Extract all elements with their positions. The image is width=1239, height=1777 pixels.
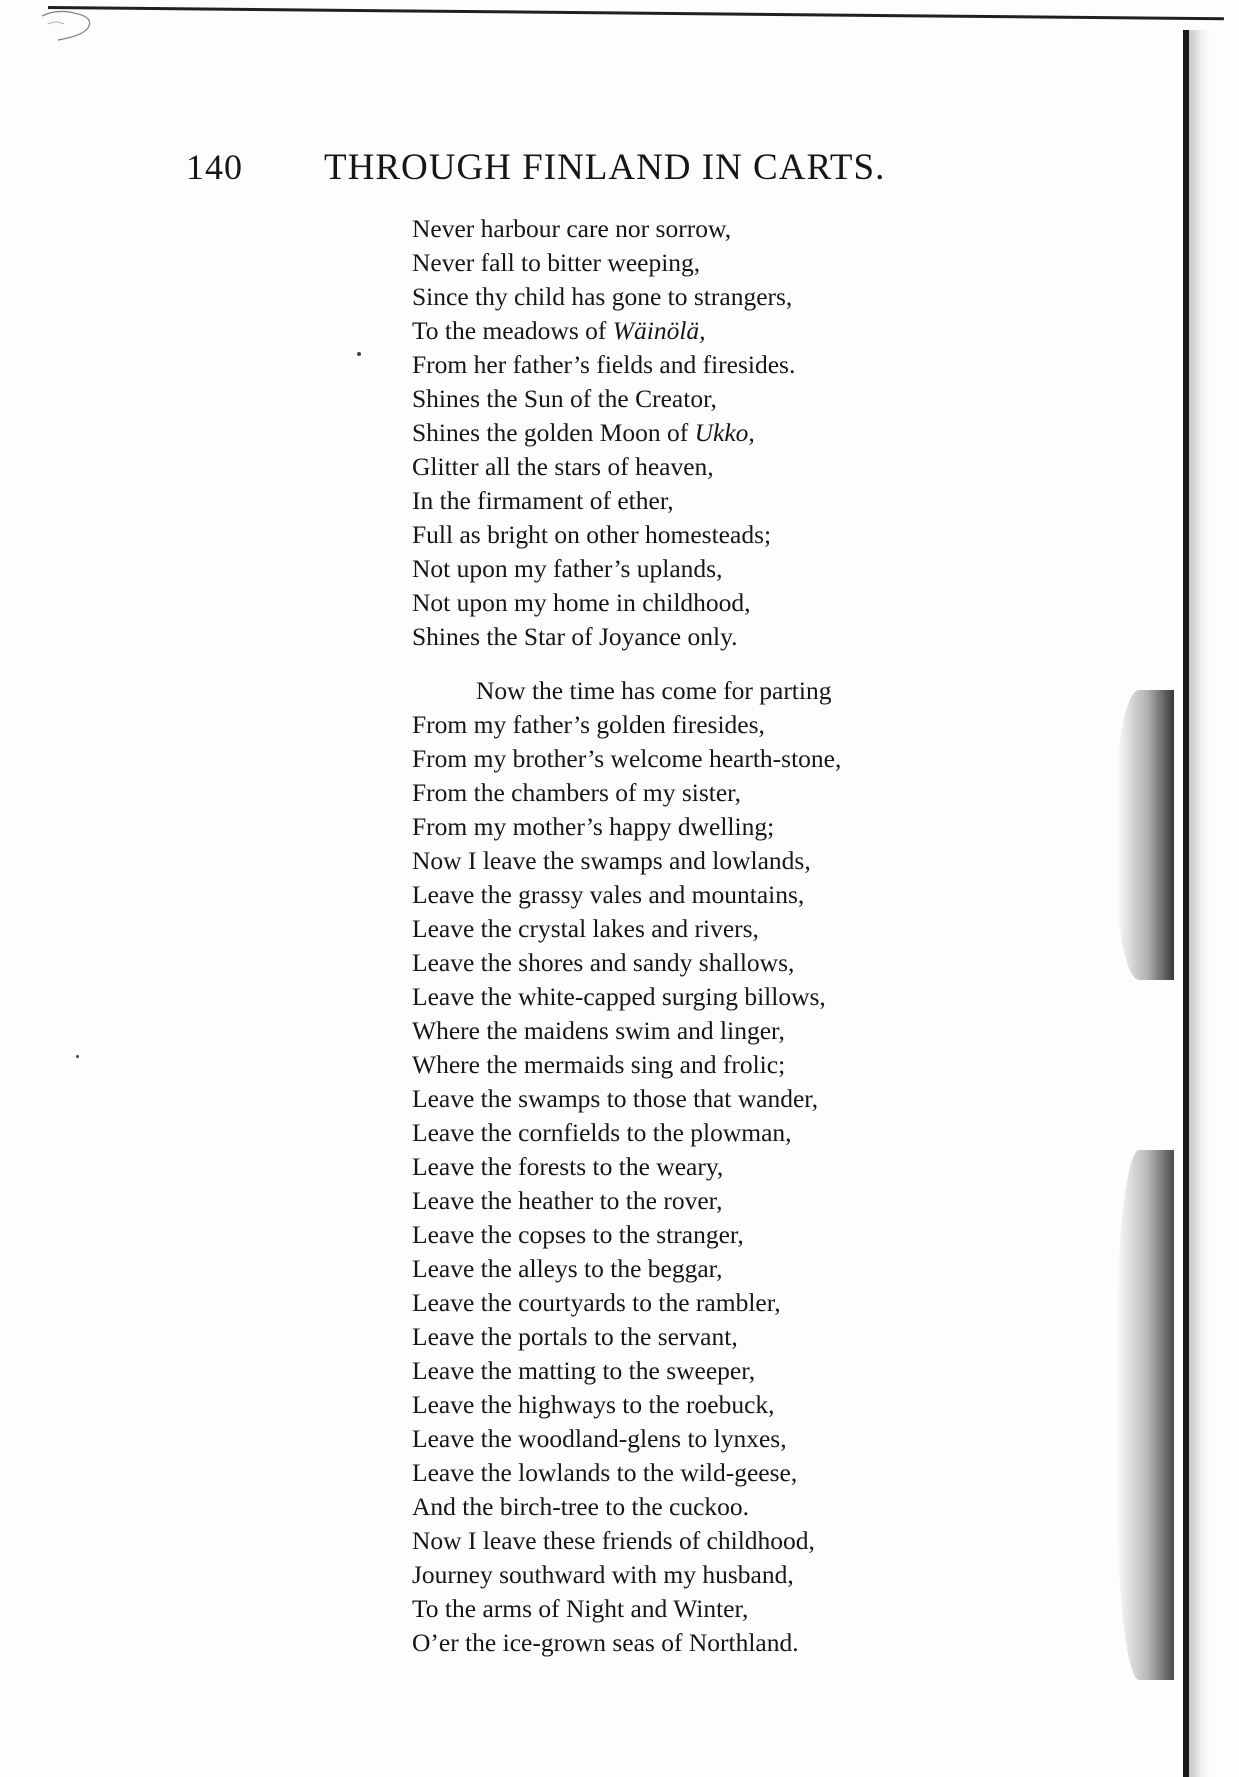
gutter-shadow xyxy=(1189,30,1211,1777)
verse-line: Leave the crystal lakes and rivers, xyxy=(412,914,759,943)
verse-line: From my brother’s welcome hearth-stone, xyxy=(412,744,842,773)
page-number: 140 xyxy=(186,147,243,187)
verse-line: Where the mermaids sing and frolic; xyxy=(412,1050,786,1079)
verse-line: From my father’s golden firesides, xyxy=(412,710,765,739)
verse-line: Not upon my home in childhood, xyxy=(412,588,751,617)
verse-line-italic-place: To the meadows of Wäinölä, xyxy=(412,316,706,345)
verse-line: Leave the white-capped surging billows, xyxy=(412,982,826,1011)
italic-proper-name: Ukko, xyxy=(694,418,755,447)
verse-line: Leave the courtyards to the rambler, xyxy=(412,1288,781,1317)
verse-line: From the chambers of my sister, xyxy=(412,778,741,807)
verse-line: Leave the matting to the sweeper, xyxy=(412,1356,756,1385)
verse-line: Never harbour care nor sorrow, xyxy=(412,214,732,243)
stray-ink-dot xyxy=(357,352,361,356)
ink-bleed-upper xyxy=(1116,690,1174,980)
verse-line: Not upon my father’s uplands, xyxy=(412,554,723,583)
verse-line: Leave the shores and sandy shallows, xyxy=(412,948,795,977)
corner-scribble-mark xyxy=(38,6,108,46)
verse-line: Journey southward with my husband, xyxy=(412,1560,794,1589)
stanza-1 xyxy=(412,212,1072,654)
verse-line: Shines the Sun of the Creator, xyxy=(412,384,717,413)
verse-line: O’er the ice-grown seas of Northland. xyxy=(412,1628,799,1657)
verse-line: Leave the portals to the servant, xyxy=(412,1322,738,1351)
verse-line: Since thy child has gone to strangers, xyxy=(412,282,793,311)
verse-line-indented: Now the time has come for parting xyxy=(476,676,832,705)
verse-line: To the arms of Night and Winter, xyxy=(412,1594,749,1623)
verse-line: Leave the highways to the roebuck, xyxy=(412,1390,775,1419)
stray-ink-dot xyxy=(76,1055,79,1058)
verse-line: Where the maidens swim and linger, xyxy=(412,1016,785,1045)
verse-line: Leave the swamps to those that wander, xyxy=(412,1084,819,1113)
verse-line: From my mother’s happy dwelling; xyxy=(412,812,775,841)
verse-line: Leave the alleys to the beggar, xyxy=(412,1254,723,1283)
verse-line: From her father’s fields and firesides. xyxy=(412,350,796,379)
running-header xyxy=(186,146,1016,194)
verse-line: Shines the Star of Joyance only. xyxy=(412,622,738,651)
top-edge-rule xyxy=(48,6,1224,20)
verse-line: Full as bright on other homesteads; xyxy=(412,520,772,549)
verse-line: Leave the grassy vales and mountains, xyxy=(412,880,805,909)
verse-line: In the firmament of ether, xyxy=(412,486,674,515)
running-title: THROUGH FINLAND IN CARTS. xyxy=(324,147,886,188)
verse-line: Leave the forests to the weary, xyxy=(412,1152,724,1181)
poem-body xyxy=(412,212,1072,1660)
verse-line: Glitter all the stars of heaven, xyxy=(412,452,714,481)
verse-line: Leave the cornfields to the plowman, xyxy=(412,1118,792,1147)
verse-line: Leave the copses to the stranger, xyxy=(412,1220,744,1249)
verse-line: Now I leave these friends of childhood, xyxy=(412,1526,815,1555)
verse-line: Leave the woodland-glens to lynxes, xyxy=(412,1424,787,1453)
verse-line: And the birch-tree to the cuckoo. xyxy=(412,1492,750,1521)
italic-proper-name: Wäinölä, xyxy=(612,316,706,345)
verse-line: Leave the heather to the rover, xyxy=(412,1186,723,1215)
verse-line: Never fall to bitter weeping, xyxy=(412,248,701,277)
verse-line: Leave the lowlands to the wild-geese, xyxy=(412,1458,798,1487)
verse-line: Now I leave the swamps and lowlands, xyxy=(412,846,811,875)
stanza-2 xyxy=(412,674,1072,1660)
ink-bleed-lower xyxy=(1116,1150,1174,1680)
verse-line-italic-name: Shines the golden Moon of Ukko, xyxy=(412,418,755,447)
